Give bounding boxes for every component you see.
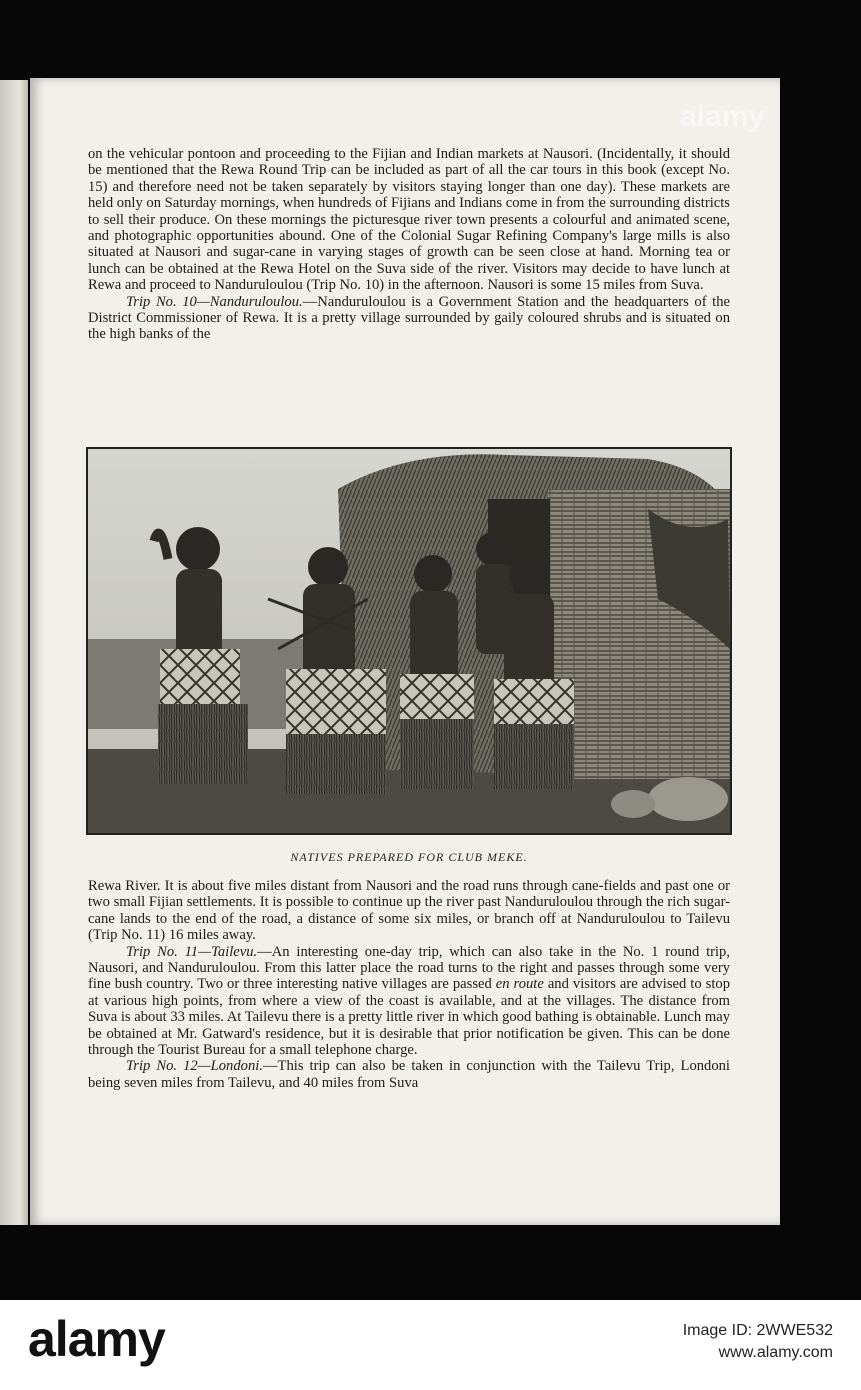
trip-11-text-a: —An interesting one-day trip, which can also take in the No. 1 round trip, Nausori, and Nanduruloulou. From this latter place the road turns to the right and passes through some very fine bush country. Two or three interesting native villages are passed (88, 943, 730, 993)
photo-caption: NATIVES PREPARED FOR CLUB MEKE. (290, 850, 528, 864)
trip-11-text-b: and visitors are advised to stop at various high points, from where a view of the coast is available, and at the villages. The distance from Suva is about 33 miles. At Tailevu there is a pretty little river in which good bathing is obtainable. Lunch may be obtained at Mr. Gatward's residence, but it is desirable that prior notification be given. This can be done through the Tourist Bureau for a small telephone charge. (88, 976, 730, 1059)
photograph-natives (86, 447, 732, 835)
trip-12-label: Trip No. 12—Londoni. (126, 1058, 263, 1075)
trip-12-text: —This trip can also be taken in conjunction with the Tailevu Trip, Londoni being seven miles from Tailevu, and 40 miles from Suva (88, 1058, 730, 1091)
rock (611, 790, 655, 818)
top-paragraph: on the vehicular pontoon and proceeding to the Fijian and Indian markets at Nausori. (Incidentally, it should be mentioned that the Rewa Round Trip can be included as part of all the car tours in this book (except No. 15) and therefore need not be taken separately by visitors staying longer than one day). These markets are held only on Saturday mornings, when hundreds of Fijians and Indians come in from the surrounding districts to sell their produce. On these mornings the picturesque river town presents a colourful and animated scene, and photographic opportunities abound. One of the Colonial Sugar Refining Company's large mills is also situated at Nausori and sugar-cane in varying stages of growth can be seen close at hand. Morning tea or lunch can be obtained at the Rewa Hotel on the Suva side of the river. Visitors may decide to have lunch at Rewa and proceed to Nanduruloulou (Trip No. 10) in the afternoon. Nausori is some 15 miles from Suva. (88, 146, 730, 294)
stock-logo: alamy (28, 1311, 165, 1367)
lower-text (88, 878, 730, 1091)
trip-11-en-route: en route (495, 976, 544, 993)
trip-11-paragraph (88, 944, 730, 1059)
trip-10-paragraph (88, 294, 730, 343)
watermark-overlay: alamy (680, 100, 766, 133)
photo-illustration (88, 449, 730, 833)
left-page-edge (0, 80, 28, 1225)
trip-10-text: —Nanduruloulou is a Government Station and the headquarters of the District Commissioner of Rewa. It is a pretty village surrounded by gaily coloured shrubs and is situated on the high banks of the (88, 293, 730, 343)
stock-site-url: www.alamy.com (718, 1344, 833, 1361)
trip-10-continued: Rewa River. It is about five miles distant from Nausori and the road runs through cane-fields and past one or two small Fijian settlements. It is possible to continue up the river past Nanduruloulou through the rich sugar-cane lands to the end of the road, a distance of some six miles, or branch off at Nanduruloulou to Tailevu (Trip No. 11) 16 miles away. (88, 878, 730, 944)
rock (648, 777, 728, 821)
trip-10-label: Trip No. 10—Nanduruloulou. (126, 293, 303, 310)
stock-image-id: Image ID: 2WWE532 (682, 1322, 833, 1339)
upper-text (88, 146, 730, 343)
stock-image-info (683, 1320, 833, 1364)
trip-12-paragraph (88, 1058, 730, 1091)
trip-11-label: Trip No. 11—Tailevu. (126, 943, 258, 960)
